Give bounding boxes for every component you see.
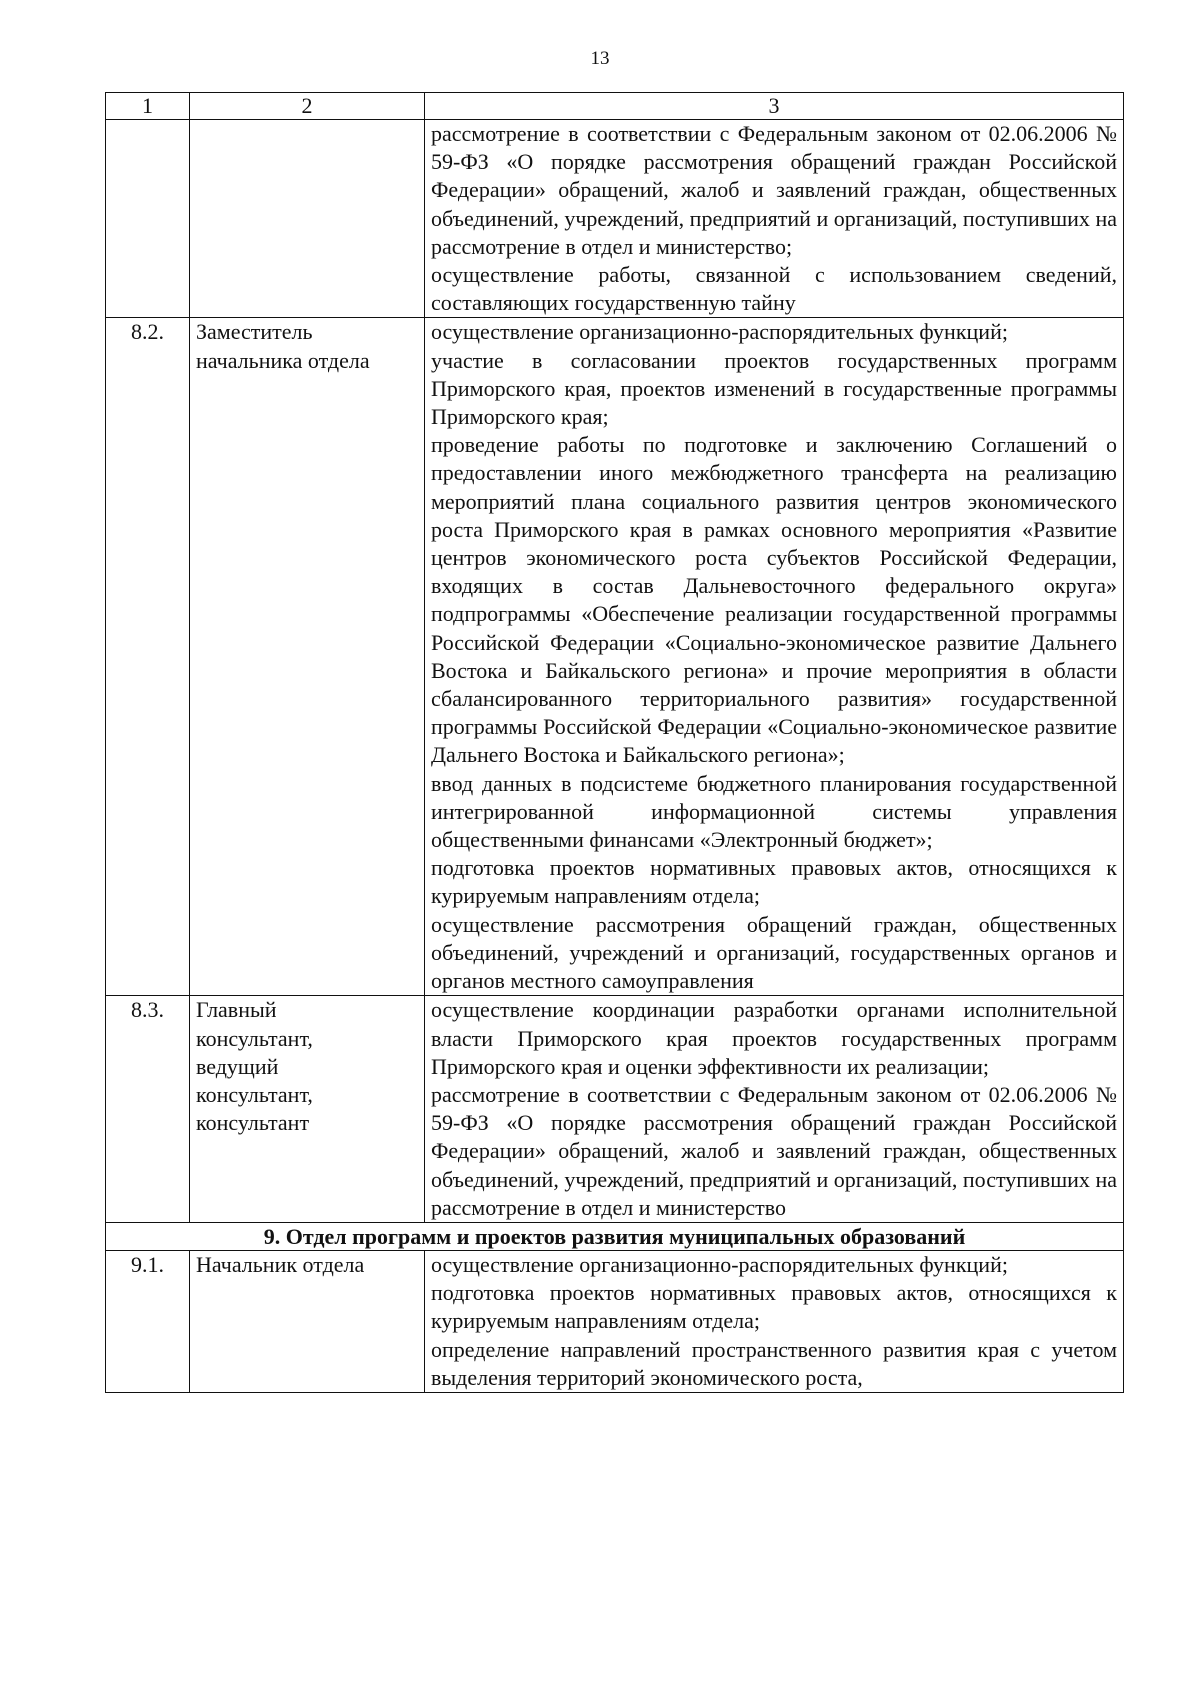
position-cell [190,1250,425,1392]
duties-cell [425,1250,1124,1392]
duty-item: рассмотрение в соответствии с Федеральным законом от 02.06.2006 № 59-ФЗ «О порядке рассмотрения обращений граждан Российской Федерации» обращений, жалоб и заявлений граждан, общественных объединений, учреждений, предприятий и организаций, поступивших на рассмотрение в отдел и министерство; [431,121,1117,259]
table-row [106,120,1124,318]
row-number: 8.2. [106,318,190,996]
column-header: 1 [106,93,190,120]
row-number: 9.1. [106,1250,190,1392]
section-title: 9. Отдел программ и проектов развития муниципальных образований [106,1222,1124,1250]
duty-item: осуществление координации разработки органами исполнительной власти Приморского края проектов государственных программ Приморского края и оценки эффективности их реализации; [431,997,1117,1079]
table-row [106,996,1124,1223]
section-heading-row [106,1222,1124,1250]
duty-item: осуществление рассмотрения обращений граждан, общественных объединений, учреждений и организаций, государственных органов и органов местного самоуправления [431,911,1117,994]
duty-item: ввод данных в подсистеме бюджетного планирования государственной интегрированной информационной системы управления общественными финансами «Электронный бюджет»; [431,770,1117,853]
table-body [106,93,1124,1393]
position-line: Главный [196,997,277,1023]
duty-item: рассмотрение в соответствии с Федеральным законом от 02.06.2006 № 59-ФЗ «О порядке рассмотрения обращений граждан Российской Федерации» обращений, жалоб и заявлений граждан, общественных объединений, учреждений, предприятий и организаций, поступивших на рассмотрение в отдел и министерство [431,1081,1117,1220]
table-row [106,1250,1124,1392]
column-header: 2 [190,93,425,120]
position-cell [190,996,425,1223]
position-line: ведущий [196,1053,279,1079]
page-number: 13 [590,48,610,69]
duty-item: участие в согласовании проектов государственных программ Приморского края, проектов изменений в государственные программы Приморского края; [431,347,1117,430]
duties-cell [425,996,1124,1223]
duty-item: осуществление организационно-распорядительных функций; [431,319,1008,345]
duties-cell [425,120,1124,318]
position-line: начальника отдела [196,347,370,373]
duty-item: подготовка проектов нормативных правовых актов, относящихся к курируемым направлениям отдела; [431,1280,1117,1334]
column-header: 3 [425,93,1124,120]
duty-item: определение направлений пространственного развития края с учетом выделения территорий экономического роста, [431,1336,1117,1390]
row-number: 8.3. [106,996,190,1223]
duty-item: проведение работы по подготовке и заключению Соглашений о предоставлении иного межбюджетного трансферта на реализацию мероприятий плана социального развития центров экономического роста Приморского края в рамках основного мероприятия «Развитие центров экономического роста субъектов Российской Федерации, входящих в состав Дальневосточного федерального округа» подпрограммы «Обеспечение реализации государственной программы Российской Федерации «Социально-экономическое развитие Дальнего Востока и Байкальского региона» и прочие мероприятия в области сбалансированного территориального развития» государственной программы Российской Федерации «Социально-экономическое развитие Дальнего Востока и Байкальского региона»; [431,432,1117,768]
duty-item: осуществление работы, связанной с использованием сведений, составляющих государственную тайну [431,262,1117,316]
duty-item: подготовка проектов нормативных правовых актов, относящихся к курируемым направлениям отдела; [431,855,1117,909]
duties-table [105,92,1124,1393]
position-cell [190,120,425,318]
table-row [106,318,1124,996]
position-line: консультант [196,1110,310,1136]
position-line: консультант, [196,1025,313,1051]
position-line: консультант, [196,1081,313,1107]
duties-cell [425,318,1124,996]
table-header-row [106,93,1124,120]
position-cell [190,318,425,996]
row-number [106,120,190,318]
position-line: Начальник отдела [196,1251,365,1277]
duty-item: осуществление организационно-распорядительных функций; [431,1251,1008,1277]
position-line: Заместитель [196,319,313,345]
